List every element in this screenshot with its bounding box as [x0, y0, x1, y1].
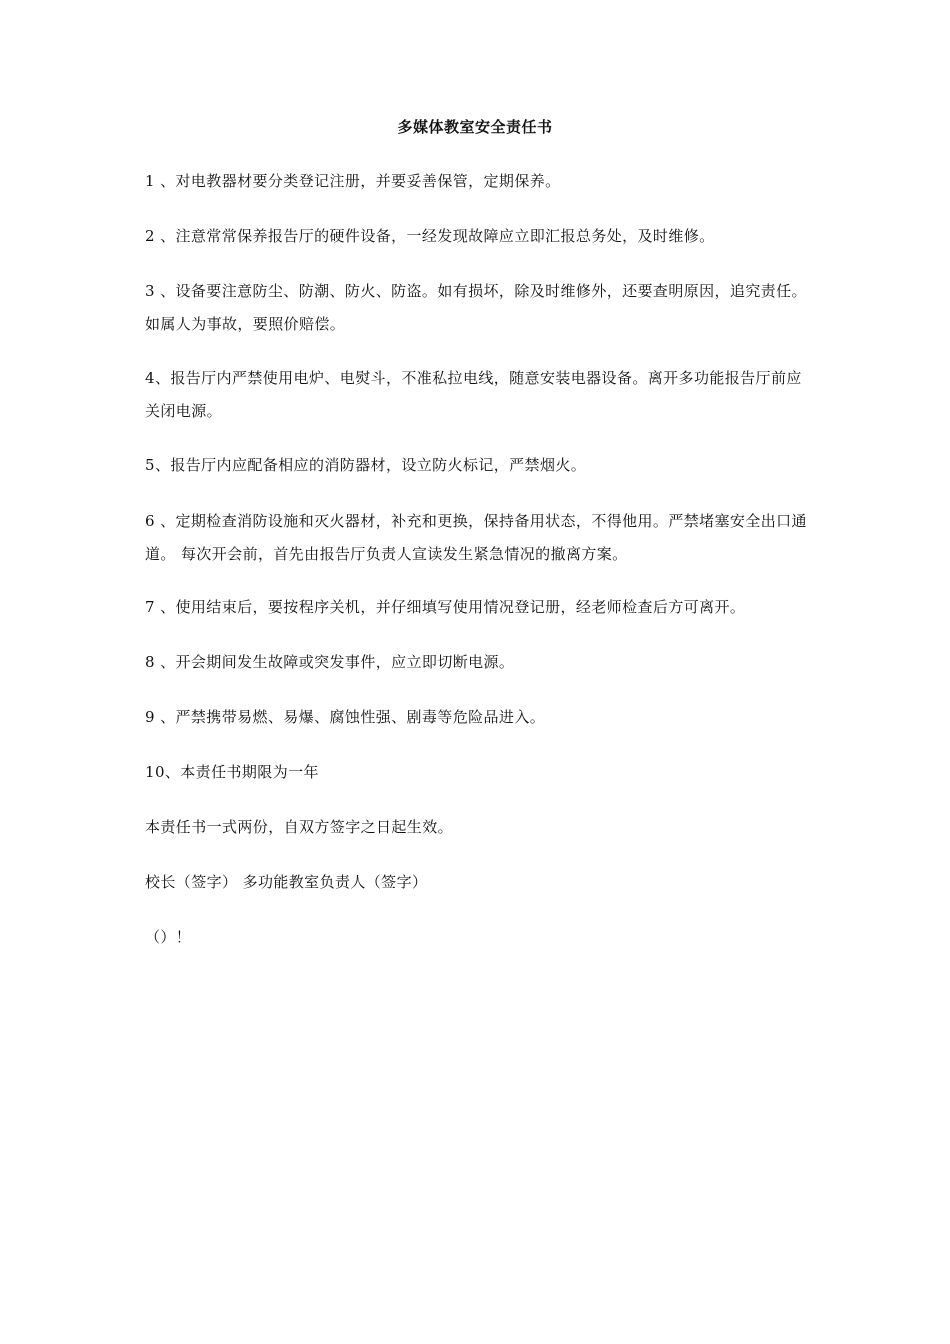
paragraph-item-10: 10、本责任书期限为一年 [145, 763, 319, 781]
trailing-note: （）！ [145, 928, 192, 946]
document-title: 多媒体教室安全责任书 [397, 118, 553, 136]
paragraph-item-6: 6 、定期检查消防设施和灭火器材，补充和更换，保持备用状态，不得他用。严禁堵塞安全出口通道。 每次开会前，首先由报告厅负责人宣读发生紧急情况的撤离方案。 [145, 512, 807, 563]
paragraph-item-8: 8 、开会期间发生故障或突发事件，应立即切断电源。 [145, 653, 515, 671]
paragraph-item-3: 3 、设备要注意防尘、防潮、防火、防盗。如有损坏，除及时维修外，还要查明原因，追究责任。如属人为事故，要照价赔偿。 [145, 282, 807, 333]
paragraph-item-1: 1 、对电教器材要分类登记注册，并要妥善保管，定期保养。 [145, 172, 561, 190]
paragraph-item-4: 4、报告厅内严禁使用电炉、电熨斗，不准私拉电线，随意安装电器设备。离开多功能报告厅前应关闭电源。 [145, 369, 802, 420]
paragraph-item-7: 7 、使用结束后，要按程序关机，并仔细填写使用情况登记册，经老师检查后方可离开。 [145, 598, 746, 616]
signature-line: 校长（签字） 多功能教室负责人（签字） [145, 873, 428, 891]
paragraph-item-5: 5、报告厅内应配备相应的消防器材，设立防火标记，严禁烟火。 [145, 456, 587, 474]
paragraph-item-9: 9 、严禁携带易燃、易爆、腐蚀性强、剧毒等危险品进入。 [145, 708, 546, 726]
paragraph-item-2: 2 、注意常常保养报告厅的硬件设备，一经发现故障应立即汇报总务处，及时维修。 [145, 227, 715, 245]
effective-clause: 本责任书一式两份，自双方签字之日起生效。 [145, 818, 454, 836]
